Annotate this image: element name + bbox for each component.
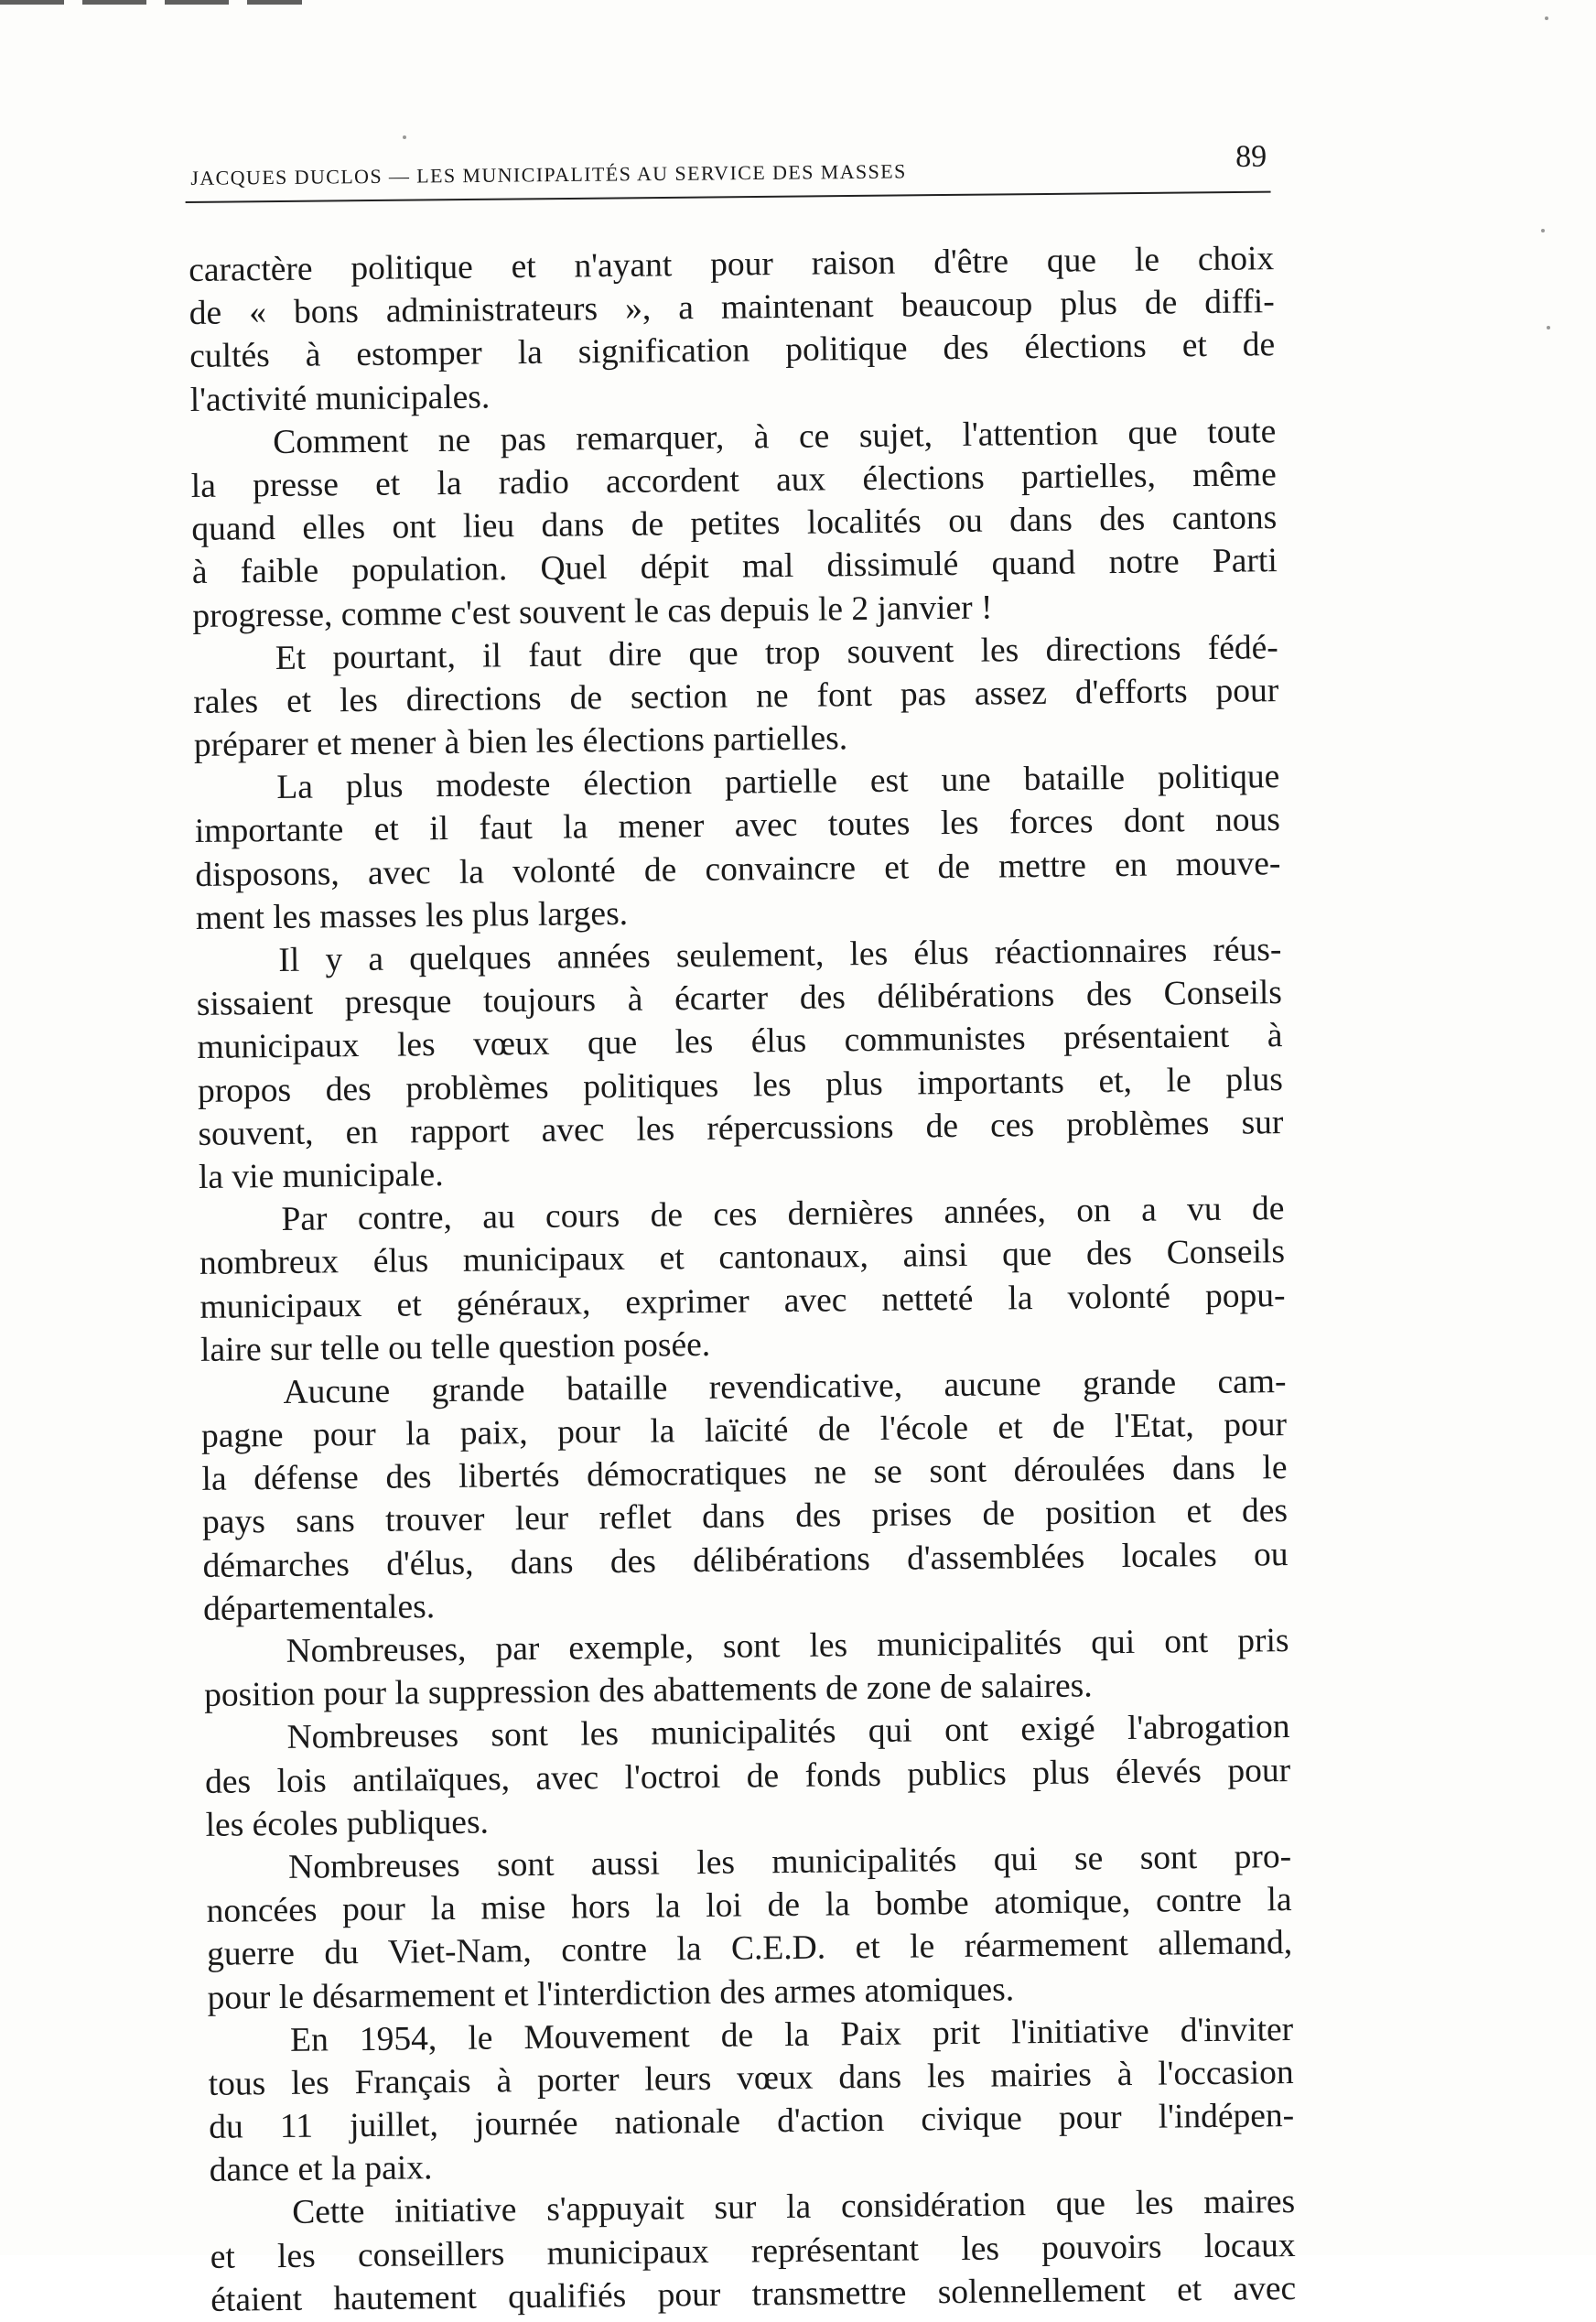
text-line: caractère politique et n'ayant pour raison d'être que le choix	[189, 240, 1275, 289]
text-line: Il y a quelques années seulement, les élus réactionnaires réus-	[278, 931, 1282, 979]
text-line: guerre du Viet-Nam, contre la C.E.D. et le réarmement allemand,	[206, 1924, 1293, 1974]
text-line: Par contre, au cours de ces dernières années, on a vu de	[281, 1190, 1285, 1239]
scan-speck	[1547, 326, 1550, 329]
text-line: quand elles ont lieu dans de petites localités ou dans des cantons	[191, 499, 1278, 549]
text-line: des lois antilaïques, avec l'octroi de fonds publics plus élevés pour	[204, 1751, 1291, 1801]
page-header	[183, 135, 1273, 200]
text-line: étaient hautement qualifiés pour transmettre solennellement et avec	[210, 2269, 1297, 2319]
text-line: En 1954, le Mouvement de la Paix prit l'initiative d'inviter	[289, 2010, 1294, 2059]
text-line: les écoles publiques.	[205, 1803, 490, 1844]
text-line: noncées pour la mise hors la loi de la bombe atomique, contre la	[206, 1881, 1292, 1931]
text-line: préparer et mener à bien les élections partielles.	[193, 719, 848, 765]
text-line: nombreux élus municipaux et cantonaux, ainsi que des Conseils	[199, 1233, 1286, 1283]
text-line: Cette initiative s'appuyait sur la considération que les maires	[292, 2183, 1296, 2232]
text-line: disposons, avec la volonté de convaincre et de mettre en mouve-	[195, 844, 1281, 894]
text-line: l'activité municipales.	[189, 378, 491, 419]
text-line: position pour la suppression des abattements de zone de salaires.	[203, 1667, 1093, 1715]
text-line: ment les masses les plus larges.	[195, 894, 629, 937]
text-line: à faible population. Quel dépit mal dissimulé quand notre Parti	[191, 542, 1278, 592]
text-line: Nombreuses sont aussi les municipalités qui se sont pro-	[287, 1838, 1292, 1886]
text-line: pour le désarmement et l'interdiction des armes atomiques.	[207, 1970, 1015, 2017]
scan-edge-mark	[0, 0, 302, 5]
running-title: JACQUES DUCLOS — LES MUNICIPALITÉS AU SERVICE DES MASSES	[190, 159, 907, 189]
text-line: Comment ne pas remarquer, à ce sujet, l'attention que toute	[273, 412, 1277, 461]
text-line: démarches d'élus, dans des délibérations d'assemblées locales ou	[202, 1535, 1289, 1585]
text-line: souvent, en rapport avec les répercussions de ces problèmes sur	[198, 1103, 1284, 1153]
scan-speck	[1541, 229, 1545, 232]
header-rule	[186, 191, 1271, 203]
text-line: Nombreuses sont les municipalités qui ont exigé l'abrogation	[286, 1708, 1290, 1757]
text-line: la presse et la radio accordent aux élections partielles, même	[190, 456, 1277, 505]
text-line: pagne pour la paix, pour la laïcité de l'école et de l'Etat, pour	[200, 1406, 1288, 1455]
text-line: de « bons administrateurs », a maintenant beaucoup plus de diffi-	[189, 283, 1275, 333]
text-line: cultés à estomper la signification politique des élections et de	[189, 326, 1276, 376]
text-line: la vie municipale.	[198, 1155, 444, 1196]
text-line: propos des problèmes politiques les plus importants et, le plus	[197, 1060, 1284, 1110]
text-line: La plus modeste élection partielle est une bataille politique	[276, 758, 1280, 807]
text-line: départementales.	[202, 1587, 436, 1628]
scan-speck	[1545, 16, 1548, 20]
text-line: Aucune grande bataille revendicative, aucune grande cam-	[283, 1362, 1287, 1411]
text-line: et les conseillers municipaux représentant les pouvoirs locaux	[210, 2226, 1296, 2276]
text-line: Et pourtant, il faut dire que trop souvent les directions fédé-	[275, 628, 1279, 677]
text-line: rales et les directions de section ne font pas assez d'efforts pour	[193, 672, 1279, 721]
text-line: municipaux les vœux que les élus communistes présentaient à	[197, 1017, 1283, 1067]
text-line: pays sans trouver leur reflet dans des prises de position et des	[201, 1492, 1289, 1542]
text-line: municipaux et généraux, exprimer avec netteté la volonté popu-	[200, 1276, 1286, 1326]
text-line: la défense des libertés démocratiques ne se sont déroulées dans le	[201, 1449, 1288, 1499]
text-line: dance et la paix.	[209, 2149, 433, 2190]
body-text	[189, 237, 1296, 2322]
text-line: importante et il faut la mener avec toutes les forces dont nous	[194, 801, 1281, 851]
text-line: sissaient presque toujours à écarter des délibérations des Conseils	[196, 974, 1283, 1024]
text-line: du 11 juillet, journée nationale d'action civique pour l'indépen-	[208, 2097, 1295, 2146]
text-line: Nombreuses, par exemple, sont les municipalités qui ont pris	[286, 1622, 1289, 1670]
text-line: tous les Français à porter leurs vœux dans les mairies à l'occasion	[208, 2053, 1294, 2103]
page-number: 89	[1235, 139, 1267, 174]
text-line: progresse, comme c'est souvent le cas depuis le 2 janvier !	[192, 589, 993, 635]
scan-speck	[403, 135, 406, 139]
text-line: laire sur telle ou telle question posée.	[200, 1325, 711, 1369]
